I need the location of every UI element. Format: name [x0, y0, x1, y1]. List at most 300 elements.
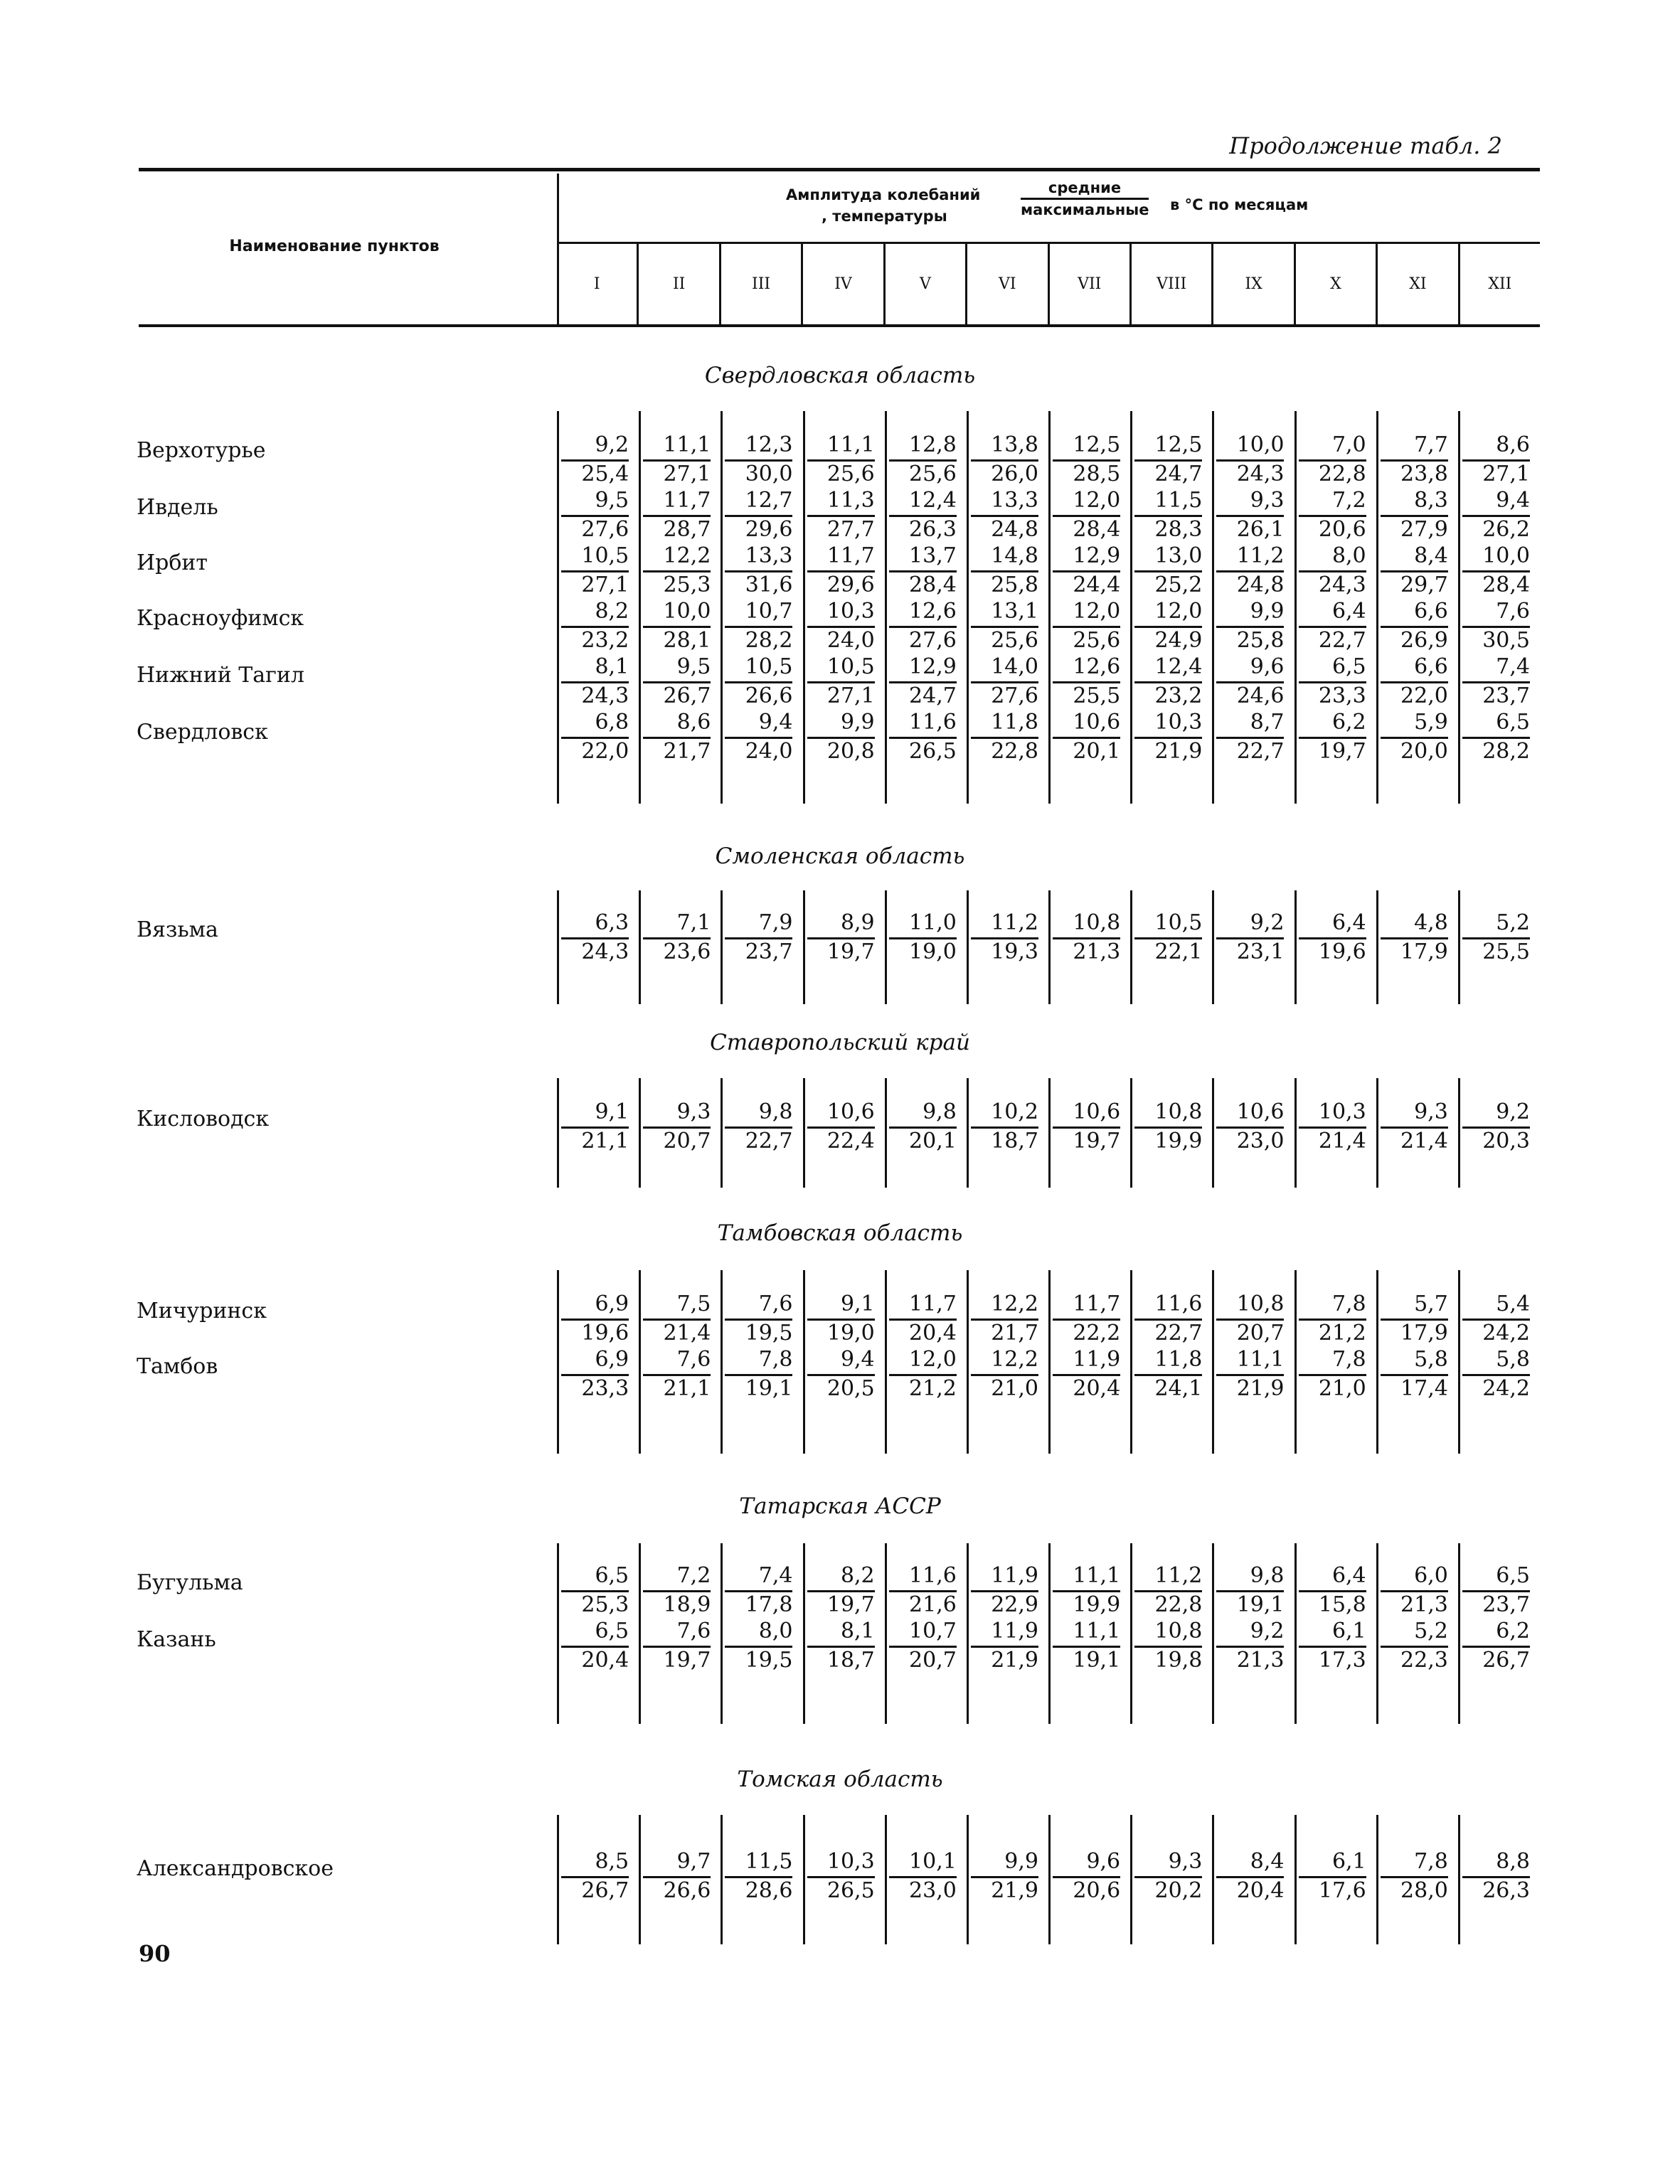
max-amplitude-cell: 19,5: [725, 1319, 792, 1346]
mean-amplitude-cell: 12,0: [1154, 599, 1203, 624]
mean-amplitude-cell: 7,8: [1414, 1849, 1448, 1874]
max-amplitude-cell: 19,1: [1053, 1646, 1120, 1673]
max-amplitude-cell: 30,5: [1462, 626, 1530, 653]
max-amplitude-cell: 18,7: [807, 1646, 875, 1673]
mean-amplitude-cell: 11,1: [1236, 1347, 1285, 1372]
max-amplitude-cell: 20,1: [889, 1126, 957, 1154]
max-amplitude-cell: 27,1: [643, 459, 711, 486]
mean-amplitude-cell: 8,4: [1250, 1849, 1285, 1874]
mean-amplitude-cell: 10,0: [663, 599, 711, 624]
max-amplitude-cell: 21,2: [1299, 1319, 1366, 1346]
max-amplitude-cell: 31,6: [725, 570, 792, 597]
mean-amplitude-cell: 5,2: [1414, 1619, 1448, 1644]
mean-amplitude-cell: 5,4: [1496, 1291, 1530, 1316]
max-amplitude-cell: 21,9: [1134, 737, 1202, 764]
mean-amplitude-cell: 4,8: [1414, 910, 1448, 935]
mean-amplitude-cell: 6,9: [595, 1347, 629, 1372]
max-amplitude-cell: 19,1: [725, 1374, 792, 1401]
max-amplitude-cell: 28,5: [1053, 459, 1120, 486]
mean-amplitude-cell: 9,8: [758, 1099, 793, 1124]
region-grid: [557, 411, 1540, 804]
mean-amplitude-cell: 7,4: [1496, 654, 1530, 679]
max-amplitude-cell: 19,9: [1134, 1126, 1202, 1154]
max-amplitude-cell: 24,9: [1134, 626, 1202, 653]
mean-amplitude-cell: 10,5: [581, 543, 629, 568]
mean-amplitude-cell: 12,7: [745, 488, 793, 513]
mean-amplitude-cell: 11,6: [909, 1563, 957, 1588]
header-amplitude-line2: , температуры: [822, 208, 947, 225]
mean-amplitude-cell: 9,9: [840, 710, 875, 735]
mean-amplitude-cell: 11,3: [826, 488, 875, 513]
max-amplitude-cell: 24,3: [1299, 570, 1366, 597]
mean-amplitude-cell: 11,2: [1236, 543, 1285, 568]
month-header-6: VI: [965, 244, 1047, 324]
mean-amplitude-cell: 12,9: [909, 654, 957, 679]
mean-amplitude-cell: 5,8: [1414, 1347, 1448, 1372]
max-amplitude-cell: 20,4: [1053, 1374, 1120, 1401]
mean-amplitude-cell: 8,6: [676, 710, 711, 735]
month-header-9: IX: [1211, 244, 1293, 324]
max-amplitude-cell: 27,7: [807, 515, 875, 542]
mean-amplitude-cell: 5,7: [1414, 1291, 1448, 1316]
mean-amplitude-cell: 6,1: [1331, 1849, 1366, 1874]
max-amplitude-cell: 19,7: [807, 1590, 875, 1617]
mean-amplitude-cell: 9,1: [840, 1291, 875, 1316]
continuation-label: Продолжение табл. 2: [1229, 132, 1502, 159]
mean-amplitude-cell: 8,1: [595, 654, 629, 679]
max-amplitude-cell: 26,3: [889, 515, 957, 542]
max-amplitude-cell: 25,3: [561, 1590, 629, 1617]
max-amplitude-cell: 25,2: [1134, 570, 1202, 597]
max-amplitude-cell: 17,8: [725, 1590, 792, 1617]
station-name: Верхотурье: [137, 438, 266, 463]
mean-amplitude-cell: 11,8: [991, 710, 1038, 735]
mean-amplitude-cell: 9,2: [595, 432, 629, 457]
mean-amplitude-cell: 11,7: [1073, 1291, 1121, 1316]
header-amplitude-line1: Амплитуда колебаний: [786, 186, 981, 203]
mean-amplitude-cell: 6,5: [1331, 654, 1366, 679]
mean-amplitude-cell: 9,4: [840, 1347, 875, 1372]
max-amplitude-cell: 18,9: [643, 1590, 711, 1617]
max-amplitude-cell: 28,2: [1462, 737, 1530, 764]
mean-amplitude-cell: 12,4: [909, 488, 957, 513]
mean-amplitude-cell: 13,3: [745, 543, 793, 568]
max-amplitude-cell: 24,2: [1462, 1374, 1530, 1401]
mean-amplitude-cell: 12,2: [663, 543, 711, 568]
max-amplitude-cell: 22,8: [1134, 1590, 1202, 1617]
mean-amplitude-cell: 6,2: [1496, 1619, 1530, 1644]
max-amplitude-cell: 24,8: [1216, 570, 1284, 597]
mean-amplitude-cell: 9,5: [595, 488, 629, 513]
mean-amplitude-cell: 13,3: [991, 488, 1038, 513]
mean-amplitude-cell: 6,5: [595, 1619, 629, 1644]
max-amplitude-cell: 24,1: [1134, 1374, 1202, 1401]
mean-amplitude-cell: 12,6: [909, 599, 957, 624]
page-number: 90: [139, 1940, 171, 1967]
max-amplitude-cell: 20,6: [1299, 515, 1366, 542]
mean-amplitude-cell: 14,0: [991, 654, 1038, 679]
mean-amplitude-cell: 11,7: [909, 1291, 957, 1316]
mean-amplitude-cell: 9,3: [1250, 488, 1285, 513]
mean-amplitude-cell: 12,0: [909, 1347, 957, 1372]
max-amplitude-cell: 21,7: [971, 1319, 1038, 1346]
max-amplitude-cell: 26,5: [807, 1876, 875, 1903]
header-fraction-numerator: средние: [1021, 179, 1149, 200]
mean-amplitude-cell: 7,8: [1331, 1347, 1366, 1372]
max-amplitude-cell: 25,5: [1053, 681, 1120, 708]
mean-amplitude-cell: 6,8: [595, 710, 629, 735]
mean-amplitude-cell: 9,3: [676, 1099, 711, 1124]
mean-amplitude-cell: 10,8: [1154, 1099, 1203, 1124]
max-amplitude-cell: 27,6: [889, 626, 957, 653]
max-amplitude-cell: 20,4: [889, 1319, 957, 1346]
max-amplitude-cell: 23,3: [1299, 681, 1366, 708]
max-amplitude-cell: 28,4: [889, 570, 957, 597]
max-amplitude-cell: 23,7: [1462, 1590, 1530, 1617]
mean-amplitude-cell: 8,7: [1250, 710, 1285, 735]
mean-amplitude-cell: 11,9: [991, 1619, 1038, 1644]
month-header-12: XII: [1458, 244, 1540, 324]
mean-amplitude-cell: 8,4: [1414, 543, 1448, 568]
mean-amplitude-cell: 11,7: [826, 543, 875, 568]
max-amplitude-cell: 22,7: [725, 1126, 792, 1154]
region-title: Смоленская область: [715, 843, 965, 869]
mean-amplitude-cell: 10,3: [1154, 710, 1203, 735]
max-amplitude-cell: 20,1: [1053, 737, 1120, 764]
mean-amplitude-cell: 7,4: [758, 1563, 793, 1588]
max-amplitude-cell: 17,9: [1381, 1319, 1448, 1346]
max-amplitude-cell: 23,0: [1216, 1126, 1284, 1154]
max-amplitude-cell: 22,8: [971, 737, 1038, 764]
mean-amplitude-cell: 11,1: [1073, 1619, 1121, 1644]
max-amplitude-cell: 20,7: [889, 1646, 957, 1673]
max-amplitude-cell: 23,2: [1134, 681, 1202, 708]
region-title: Свердловская область: [704, 363, 976, 388]
region-title: Тамбовская область: [717, 1220, 963, 1246]
mean-amplitude-cell: 13,0: [1154, 543, 1203, 568]
mean-amplitude-cell: 9,6: [1086, 1849, 1121, 1874]
max-amplitude-cell: 17,3: [1299, 1646, 1366, 1673]
max-amplitude-cell: 23,7: [725, 937, 792, 964]
mean-amplitude-cell: 10,3: [1318, 1099, 1366, 1124]
mean-amplitude-cell: 8,1: [840, 1619, 875, 1644]
max-amplitude-cell: 21,9: [971, 1876, 1038, 1903]
mean-amplitude-cell: 10,5: [745, 654, 793, 679]
mean-amplitude-cell: 12,9: [1073, 543, 1121, 568]
month-header-11: XI: [1376, 244, 1457, 324]
max-amplitude-cell: 26,5: [889, 737, 957, 764]
max-amplitude-cell: 25,6: [807, 459, 875, 486]
mean-amplitude-cell: 11,6: [909, 710, 957, 735]
mean-amplitude-cell: 9,2: [1250, 910, 1285, 935]
max-amplitude-cell: 20,7: [643, 1126, 711, 1154]
max-amplitude-cell: 26,9: [1381, 626, 1448, 653]
mean-amplitude-cell: 7,2: [676, 1563, 711, 1588]
mean-amplitude-cell: 8,9: [840, 910, 875, 935]
max-amplitude-cell: 22,2: [1053, 1319, 1120, 1346]
mean-amplitude-cell: 14,8: [991, 543, 1038, 568]
max-amplitude-cell: 24,0: [725, 737, 792, 764]
max-amplitude-cell: 19,1: [1216, 1590, 1284, 1617]
max-amplitude-cell: 26,0: [971, 459, 1038, 486]
mean-amplitude-cell: 7,0: [1331, 432, 1366, 457]
header-fraction: [1021, 179, 1149, 218]
max-amplitude-cell: 21,1: [643, 1374, 711, 1401]
mean-amplitude-cell: 6,4: [1331, 910, 1366, 935]
mean-amplitude-cell: 9,8: [1250, 1563, 1285, 1588]
max-amplitude-cell: 23,8: [1381, 459, 1448, 486]
max-amplitude-cell: 22,3: [1381, 1646, 1448, 1673]
max-amplitude-cell: 19,3: [971, 937, 1038, 964]
mean-amplitude-cell: 12,6: [1073, 654, 1121, 679]
max-amplitude-cell: 20,4: [561, 1646, 629, 1673]
mean-amplitude-cell: 6,2: [1331, 710, 1366, 735]
mean-amplitude-cell: 8,2: [840, 1563, 875, 1588]
mean-amplitude-cell: 10,6: [1236, 1099, 1285, 1124]
mean-amplitude-cell: 11,0: [909, 910, 957, 935]
max-amplitude-cell: 26,7: [643, 681, 711, 708]
month-header-10: X: [1294, 244, 1376, 324]
region-title: Ставропольский край: [710, 1030, 970, 1055]
max-amplitude-cell: 19,7: [643, 1646, 711, 1673]
mean-amplitude-cell: 11,7: [663, 488, 711, 513]
mean-amplitude-cell: 11,5: [1154, 488, 1203, 513]
max-amplitude-cell: 21,3: [1381, 1590, 1448, 1617]
max-amplitude-cell: 29,6: [725, 515, 792, 542]
station-name: Ивдель: [137, 495, 218, 520]
mean-amplitude-cell: 10,3: [826, 1849, 875, 1874]
mean-amplitude-cell: 7,2: [1331, 488, 1366, 513]
max-amplitude-cell: 26,3: [1462, 1876, 1530, 1903]
max-amplitude-cell: 25,5: [1462, 937, 1530, 964]
mean-amplitude-cell: 12,4: [1154, 654, 1203, 679]
max-amplitude-cell: 23,1: [1216, 937, 1284, 964]
max-amplitude-cell: 21,9: [1216, 1374, 1284, 1401]
mean-amplitude-cell: 13,1: [991, 599, 1038, 624]
mean-amplitude-cell: 11,1: [1073, 1563, 1121, 1588]
max-amplitude-cell: 15,8: [1299, 1590, 1366, 1617]
mean-amplitude-cell: 7,6: [758, 1291, 793, 1316]
max-amplitude-cell: 20,6: [1053, 1876, 1120, 1903]
station-name: Кисловодск: [137, 1107, 270, 1131]
region-grid: [557, 890, 1540, 1004]
mean-amplitude-cell: 10,0: [1482, 543, 1530, 568]
mean-amplitude-cell: 6,3: [595, 910, 629, 935]
mean-amplitude-cell: 10,8: [1154, 1619, 1203, 1644]
mean-amplitude-cell: 10,0: [1236, 432, 1285, 457]
max-amplitude-cell: 21,2: [889, 1374, 957, 1401]
mean-amplitude-cell: 8,8: [1496, 1849, 1530, 1874]
max-amplitude-cell: 19,0: [807, 1319, 875, 1346]
max-amplitude-cell: 24,0: [807, 626, 875, 653]
max-amplitude-cell: 21,4: [1299, 1126, 1366, 1154]
max-amplitude-cell: 19,6: [561, 1319, 629, 1346]
max-amplitude-cell: 24,8: [971, 515, 1038, 542]
mean-amplitude-cell: 9,3: [1168, 1849, 1203, 1874]
mean-amplitude-cell: 5,2: [1496, 910, 1530, 935]
max-amplitude-cell: 22,7: [1134, 1319, 1202, 1346]
max-amplitude-cell: 20,7: [1216, 1319, 1284, 1346]
month-header-row: [557, 244, 1540, 324]
station-name: Нижний Тагил: [137, 663, 304, 688]
max-amplitude-cell: 19,7: [807, 937, 875, 964]
max-amplitude-cell: 22,4: [807, 1126, 875, 1154]
max-amplitude-cell: 25,6: [1053, 626, 1120, 653]
mean-amplitude-cell: 10,8: [1073, 910, 1121, 935]
max-amplitude-cell: 28,7: [643, 515, 711, 542]
max-amplitude-cell: 24,7: [1134, 459, 1202, 486]
max-amplitude-cell: 25,8: [971, 570, 1038, 597]
max-amplitude-cell: 26,7: [561, 1876, 629, 1903]
mean-amplitude-cell: 10,6: [826, 1099, 875, 1124]
mean-amplitude-cell: 10,6: [1073, 1099, 1121, 1124]
max-amplitude-cell: 22,0: [561, 737, 629, 764]
max-amplitude-cell: 21,9: [971, 1646, 1038, 1673]
mean-amplitude-cell: 7,9: [758, 910, 793, 935]
mean-amplitude-cell: 12,0: [1073, 488, 1121, 513]
max-amplitude-cell: 20,4: [1216, 1876, 1284, 1903]
max-amplitude-cell: 25,8: [1216, 626, 1284, 653]
mean-amplitude-cell: 5,9: [1414, 710, 1448, 735]
mean-amplitude-cell: 9,9: [1004, 1849, 1038, 1874]
mean-amplitude-cell: 6,5: [1496, 1563, 1530, 1588]
month-header-2: II: [637, 244, 718, 324]
max-amplitude-cell: 26,1: [1216, 515, 1284, 542]
max-amplitude-cell: 19,6: [1299, 937, 1366, 964]
max-amplitude-cell: 29,7: [1381, 570, 1448, 597]
max-amplitude-cell: 20,5: [807, 1374, 875, 1401]
max-amplitude-cell: 20,8: [807, 737, 875, 764]
max-amplitude-cell: 19,8: [1134, 1646, 1202, 1673]
max-amplitude-cell: 19,5: [725, 1646, 792, 1673]
max-amplitude-cell: 28,1: [643, 626, 711, 653]
region-grid: [557, 1543, 1540, 1724]
header-name-column: Наименование пунктов: [229, 238, 440, 255]
max-amplitude-cell: 22,7: [1299, 626, 1366, 653]
max-amplitude-cell: 22,7: [1216, 737, 1284, 764]
mean-amplitude-cell: 10,7: [909, 1619, 957, 1644]
max-amplitude-cell: 20,3: [1462, 1126, 1530, 1154]
station-name: Мичуринск: [137, 1299, 267, 1323]
max-amplitude-cell: 27,6: [971, 681, 1038, 708]
mean-amplitude-cell: 10,7: [745, 599, 793, 624]
header-bottom-rule: [139, 324, 1540, 327]
max-amplitude-cell: 28,4: [1462, 570, 1530, 597]
month-header-1: I: [593, 275, 600, 293]
mean-amplitude-cell: 6,4: [1331, 1563, 1366, 1588]
mean-amplitude-cell: 12,5: [1154, 432, 1203, 457]
station-name: Свердловск: [137, 720, 268, 745]
mean-amplitude-cell: 9,4: [758, 710, 793, 735]
max-amplitude-cell: 20,0: [1381, 737, 1448, 764]
max-amplitude-cell: 26,6: [643, 1876, 711, 1903]
mean-amplitude-cell: 9,8: [923, 1099, 957, 1124]
max-amplitude-cell: 20,2: [1134, 1876, 1202, 1903]
mean-amplitude-cell: 9,2: [1496, 1099, 1530, 1124]
max-amplitude-cell: 21,3: [1053, 937, 1120, 964]
header-amplitude: [558, 179, 1540, 242]
mean-amplitude-cell: 13,7: [909, 543, 957, 568]
max-amplitude-cell: 24,3: [1216, 459, 1284, 486]
max-amplitude-cell: 17,6: [1299, 1876, 1366, 1903]
header-unit: в °С по месяцам: [1170, 196, 1309, 213]
max-amplitude-cell: 23,2: [561, 626, 629, 653]
max-amplitude-cell: 19,7: [1299, 737, 1366, 764]
mean-amplitude-cell: 6,5: [595, 1563, 629, 1588]
region-title: Татарская АССР: [739, 1493, 941, 1519]
mean-amplitude-cell: 6,6: [1414, 654, 1448, 679]
max-amplitude-cell: 26,7: [1462, 1646, 1530, 1673]
max-amplitude-cell: 28,0: [1381, 1876, 1448, 1903]
max-amplitude-cell: 23,0: [889, 1876, 957, 1903]
region-title: Томская область: [737, 1767, 943, 1792]
top-rule: [139, 168, 1540, 171]
mean-amplitude-cell: 10,2: [991, 1099, 1038, 1124]
mean-amplitude-cell: 6,1: [1331, 1619, 1366, 1644]
max-amplitude-cell: 27,6: [561, 515, 629, 542]
max-amplitude-cell: 19,9: [1053, 1590, 1120, 1617]
max-amplitude-cell: 24,6: [1216, 681, 1284, 708]
max-amplitude-cell: 27,9: [1381, 515, 1448, 542]
station-name: Александровское: [137, 1856, 334, 1881]
mean-amplitude-cell: 10,3: [826, 599, 875, 624]
mean-amplitude-cell: 11,2: [1154, 1563, 1203, 1588]
station-name: Тамбов: [137, 1354, 218, 1379]
mean-amplitude-cell: 7,6: [676, 1347, 711, 1372]
mean-amplitude-cell: 8,6: [1496, 432, 1530, 457]
mean-amplitude-cell: 11,1: [826, 432, 875, 457]
mean-amplitude-cell: 10,5: [1154, 910, 1203, 935]
max-amplitude-cell: 21,6: [889, 1590, 957, 1617]
month-header-5: V: [883, 244, 965, 324]
mean-amplitude-cell: 7,1: [676, 910, 711, 935]
max-amplitude-cell: 21,3: [1216, 1646, 1284, 1673]
mean-amplitude-cell: 10,5: [826, 654, 875, 679]
station-name: Казань: [137, 1627, 216, 1652]
max-amplitude-cell: 25,4: [561, 459, 629, 486]
mean-amplitude-cell: 11,1: [663, 432, 711, 457]
mean-amplitude-cell: 6,5: [1496, 710, 1530, 735]
station-name: Вязьма: [137, 917, 218, 942]
mean-amplitude-cell: 10,8: [1236, 1291, 1285, 1316]
max-amplitude-cell: 17,9: [1381, 937, 1448, 964]
station-name: Бугульма: [137, 1570, 243, 1595]
max-amplitude-cell: 26,2: [1462, 515, 1530, 542]
max-amplitude-cell: 28,3: [1134, 515, 1202, 542]
max-amplitude-cell: 24,4: [1053, 570, 1120, 597]
max-amplitude-cell: 19,7: [1053, 1126, 1120, 1154]
max-amplitude-cell: 21,4: [1381, 1126, 1448, 1154]
mean-amplitude-cell: 9,5: [676, 654, 711, 679]
max-amplitude-cell: 28,2: [725, 626, 792, 653]
max-amplitude-cell: 23,7: [1462, 681, 1530, 708]
max-amplitude-cell: 24,3: [561, 937, 629, 964]
mean-amplitude-cell: 9,1: [595, 1099, 629, 1124]
max-amplitude-cell: 29,6: [807, 570, 875, 597]
max-amplitude-cell: 18,7: [971, 1126, 1038, 1154]
max-amplitude-cell: 21,1: [561, 1126, 629, 1154]
max-amplitude-cell: 28,4: [1053, 515, 1120, 542]
mean-amplitude-cell: 7,6: [676, 1619, 711, 1644]
header-fraction-denominator: максимальные: [1021, 201, 1149, 218]
max-amplitude-cell: 24,7: [889, 681, 957, 708]
mean-amplitude-cell: 12,0: [1073, 599, 1121, 624]
mean-amplitude-cell: 9,4: [1496, 488, 1530, 513]
mean-amplitude-cell: 12,5: [1073, 432, 1121, 457]
mean-amplitude-cell: 7,8: [758, 1347, 793, 1372]
mean-amplitude-cell: 8,3: [1414, 488, 1448, 513]
mean-amplitude-cell: 9,2: [1250, 1619, 1285, 1644]
